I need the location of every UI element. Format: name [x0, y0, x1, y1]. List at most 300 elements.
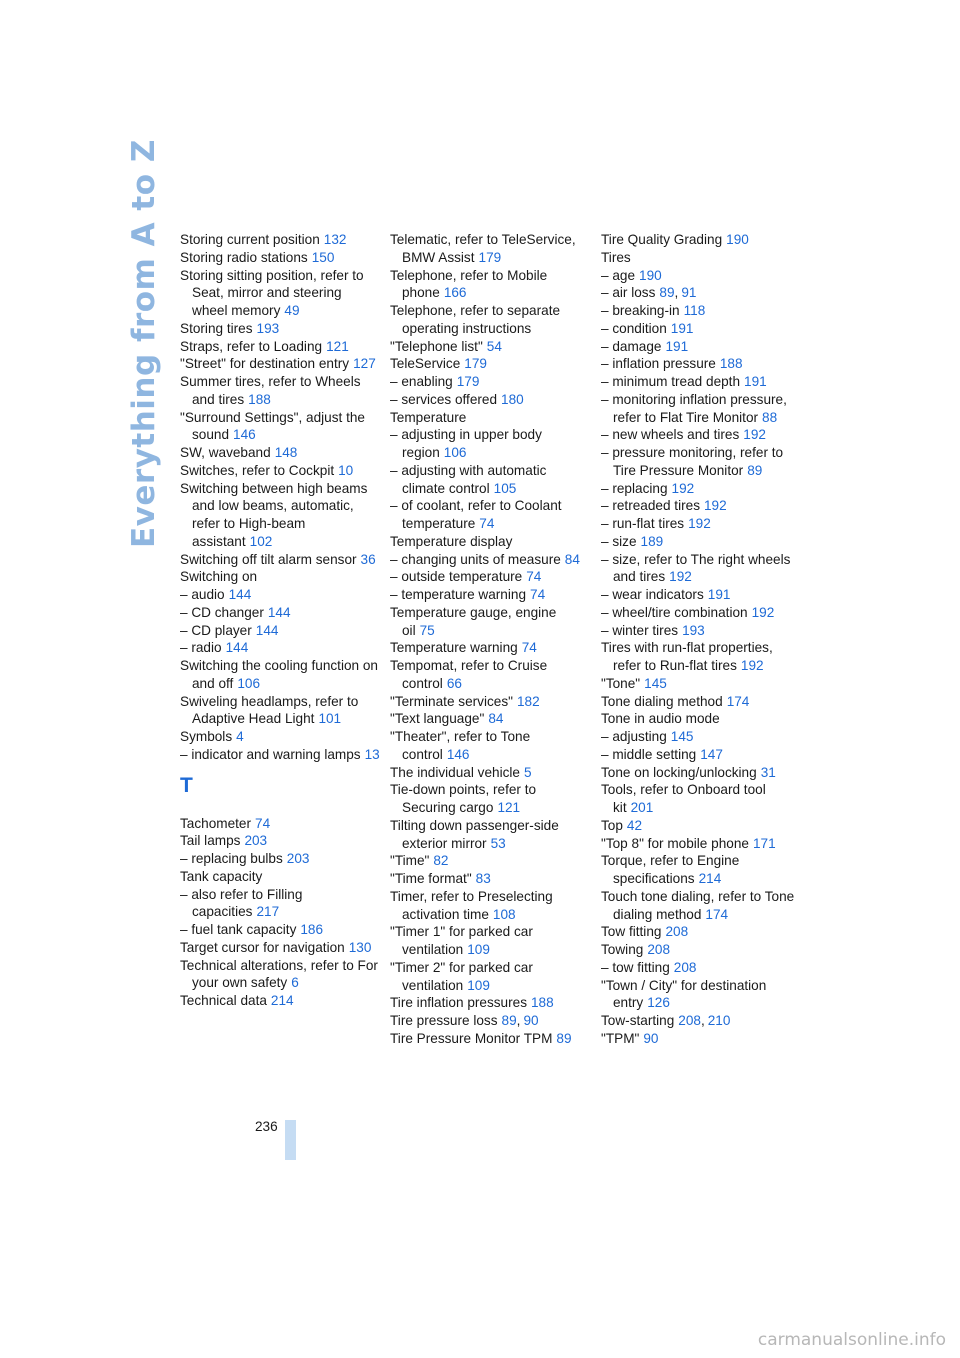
index-entry	[180, 832, 380, 850]
page-ref-link[interactable]: 74	[255, 815, 271, 831]
page-ref-link[interactable]: 192	[671, 480, 695, 496]
index-entry-text: – also refer to Filling capacities	[180, 886, 303, 920]
page-ref-link[interactable]: 74	[521, 640, 537, 656]
index-entry	[601, 923, 797, 941]
index-entry-text: Touch tone dialing, refer to Tone dialing method	[601, 888, 795, 922]
index-entry	[601, 622, 797, 640]
page-ref-link[interactable]: 53	[490, 835, 506, 851]
page-ref-link[interactable]: 174	[726, 693, 750, 709]
page-ref-link[interactable]: 179	[478, 249, 502, 265]
page-ref-link[interactable]: 148	[274, 445, 298, 460]
index-entry-text: Tone on locking/unlocking	[601, 764, 757, 780]
page-marker-bar	[285, 1120, 296, 1160]
index-entry-text: – monitoring inflation pressure, refer to Flat Tire Monitor	[601, 391, 787, 425]
index-entry-text: Target cursor for navigation	[180, 939, 345, 955]
page-ref-link[interactable]: 192	[740, 658, 764, 673]
index-entry-text: Telephone, refer to Mobile phone	[390, 267, 548, 301]
page-ref-link[interactable]: 214	[698, 871, 722, 886]
page-ref-link[interactable]: 90	[523, 1013, 539, 1028]
page-ref-link[interactable]: 192	[751, 604, 775, 620]
index-entry	[390, 568, 590, 586]
index-entry	[180, 992, 380, 1010]
index-entry-text: Tank capacity	[180, 868, 263, 884]
index-entry	[180, 939, 380, 957]
page-ref-link[interactable]: 118	[683, 303, 706, 318]
index-entry-text: Tire Quality Grading	[601, 232, 723, 247]
page-ref-link[interactable]: 74	[479, 516, 495, 531]
page-ref-link[interactable]: 150	[311, 249, 335, 265]
page-ref-link[interactable]: 84	[564, 551, 580, 567]
index-entry	[180, 921, 380, 939]
index-entry-text: "Time"	[390, 853, 430, 869]
page-ref-link[interactable]: 208	[678, 1013, 701, 1028]
page-ref-link[interactable]: 10	[338, 462, 354, 478]
index-entry-text: – size	[601, 533, 637, 549]
page-ref-link[interactable]: 130	[348, 939, 372, 955]
index-entry	[390, 533, 590, 551]
index-entry	[390, 923, 590, 959]
page-ref-link[interactable]: 174	[705, 906, 729, 922]
index-entry	[601, 426, 797, 444]
index-entry	[601, 728, 797, 746]
index-entry-text: Temperature display	[390, 533, 513, 549]
index-entry-text: "Theater", refer to Tone control	[390, 729, 531, 762]
page-ref-link[interactable]: 166	[443, 285, 467, 301]
index-entry-text: "Terminate services"	[390, 693, 513, 709]
index-entry-text: – tow fitting	[601, 959, 670, 975]
index-entry	[390, 959, 590, 995]
index-entry-text: – new wheels and tires	[601, 427, 740, 443]
index-entry	[601, 586, 797, 604]
index-entry	[180, 373, 380, 409]
index-entry	[601, 551, 797, 587]
page-ref-link[interactable]: 31	[760, 764, 776, 780]
index-entry	[390, 728, 590, 764]
index-entry-text: Tools, refer to Onboard tool kit	[601, 782, 766, 815]
page-ref-link[interactable]: 89	[556, 1030, 572, 1046]
index-entry	[390, 994, 590, 1012]
page-ref-link[interactable]: 192	[669, 569, 692, 585]
index-entry	[390, 355, 590, 373]
index-entry	[180, 444, 380, 462]
page-ref-separator: ,	[674, 285, 679, 301]
section-letter-heading: T	[180, 773, 193, 797]
index-entry	[601, 515, 797, 533]
page-ref-link[interactable]: 144	[228, 587, 252, 602]
index-entry-text: – replacing	[601, 480, 668, 496]
index-entry	[601, 284, 797, 302]
index-entry-text: – run-flat tires	[601, 516, 685, 531]
page-ref-link[interactable]: 121	[326, 338, 349, 354]
index-entry	[390, 693, 590, 711]
page-ref-link[interactable]: 66	[446, 675, 462, 691]
index-entry	[601, 852, 797, 888]
index-entry	[180, 267, 380, 320]
page-ref-link[interactable]: 89	[659, 285, 675, 301]
page-ref-link[interactable]: 49	[284, 303, 300, 318]
index-entry-text: Switches, refer to Cockpit	[180, 462, 335, 478]
index-entry	[601, 835, 797, 853]
page-ref-link[interactable]: 146	[233, 427, 256, 443]
page-ref-link[interactable]: 208	[665, 924, 689, 940]
page-ref-link[interactable]: 145	[670, 729, 694, 744]
index-entry	[390, 817, 590, 853]
index-entry	[180, 886, 380, 922]
page-ref-link[interactable]: 74	[530, 587, 546, 602]
index-entry	[601, 480, 797, 498]
index-entry	[180, 957, 380, 993]
page-ref-link[interactable]: 74	[526, 569, 542, 585]
index-entry-text: – breaking-in	[601, 303, 680, 318]
index-entry-text: Tempomat, refer to Cruise control	[390, 658, 548, 691]
index-entry-text: Tire pressure loss	[390, 1013, 498, 1028]
page-ref-link[interactable]: 82	[433, 853, 449, 869]
index-entry-text: "Timer 1" for parked car ventilation	[390, 924, 533, 957]
index-entry-text: – adjusting in upper body region	[390, 427, 542, 460]
index-entry	[601, 781, 797, 817]
index-entry	[180, 815, 380, 833]
page-ref-link[interactable]: 182	[516, 693, 540, 709]
index-entry	[390, 391, 590, 409]
index-entry-text: "Street" for destination entry	[180, 356, 350, 372]
index-entry	[601, 1030, 797, 1048]
index-entry-text: – pressure monitoring, refer to Tire Pressure Monitor	[601, 445, 784, 478]
index-entry-text: – retreaded tires	[601, 498, 700, 514]
index-entry-text: Symbols	[180, 729, 233, 744]
index-entry-text: Technical alterations, refer to For your own safety	[180, 957, 378, 991]
page-ref-link[interactable]: 89	[501, 1013, 517, 1028]
index-entry-text: – age	[601, 267, 636, 283]
index-entry-text: – temperature warning	[390, 587, 527, 602]
index-entry	[601, 320, 797, 338]
index-entry	[180, 639, 380, 657]
page-ref-link[interactable]: 145	[644, 675, 667, 691]
index-entry	[180, 586, 380, 604]
index-entry-text: Tachometer	[180, 815, 252, 831]
index-entry	[390, 338, 590, 356]
index-entry	[601, 604, 797, 622]
page-ref-link[interactable]: 36	[360, 551, 376, 567]
index-entry	[390, 302, 590, 338]
index-entry-text: – CD changer	[180, 604, 264, 620]
page-ref-separator: ,	[700, 1013, 705, 1028]
page-ref-link[interactable]: 188	[531, 995, 554, 1011]
index-entry-text: Tow fitting	[601, 924, 662, 940]
index-entry-text: – adjusting with automatic climate control	[390, 462, 547, 496]
index-entry	[601, 231, 797, 249]
index-entry-text: – indicator and warning lamps	[180, 746, 361, 762]
page-ref-link[interactable]: 193	[256, 320, 280, 336]
index-entry	[601, 746, 797, 764]
index-entry-text: Switching off tilt alarm sensor	[180, 551, 357, 567]
page-ref-link[interactable]: 132	[323, 232, 347, 247]
index-entry-text: Tow-starting	[601, 1013, 675, 1028]
page-number: 236	[255, 1119, 278, 1134]
index-entry	[390, 710, 590, 728]
index-entry	[180, 868, 380, 886]
page-ref-link[interactable]: 105	[493, 480, 517, 496]
page-ref-link[interactable]: 54	[486, 338, 502, 354]
index-entry-text: – fuel tank capacity	[180, 922, 297, 937]
index-entry-text: – services offered	[390, 391, 498, 407]
index-entry-text: – air loss	[601, 285, 656, 301]
index-entry-text: Storing radio stations	[180, 249, 308, 265]
index-entry-text: – condition	[601, 320, 667, 336]
index-entry	[601, 977, 797, 1013]
index-entry-text: – adjusting	[601, 729, 667, 744]
page-ref-link[interactable]: 188	[719, 356, 743, 372]
index-entry-text: Tire Pressure Monitor TPM	[390, 1030, 553, 1046]
page-ref-link[interactable]: 126	[647, 995, 670, 1011]
page-ref-link[interactable]: 146	[446, 746, 470, 762]
index-entry-text: Temperature warning	[390, 640, 518, 656]
page-ref-link[interactable]: 210	[707, 1013, 731, 1028]
index-entry	[390, 586, 590, 604]
page-ref-link[interactable]: 189	[640, 533, 664, 549]
page-ref-link[interactable]: 90	[643, 1030, 659, 1046]
index-entry-text: Tires with run-flat properties, refer to Run-flat tires	[601, 640, 773, 673]
index-entry-text: – winter tires	[601, 622, 679, 638]
page-ref-link[interactable]: 192	[743, 427, 766, 443]
page-ref-link[interactable]: 180	[501, 391, 524, 407]
page-ref-link[interactable]: 193	[682, 622, 705, 638]
page-ref-link[interactable]: 191	[707, 587, 731, 602]
page-ref-link[interactable]: 201	[630, 800, 654, 815]
page-ref-link[interactable]: 6	[291, 975, 299, 991]
page-ref-link[interactable]: 109	[467, 942, 490, 957]
index-entry	[390, 639, 590, 657]
index-entry-text: "Text language"	[390, 711, 485, 727]
page-ref-link[interactable]: 186	[300, 922, 324, 937]
index-entry	[180, 657, 380, 693]
index-entry	[180, 355, 380, 373]
index-entry-text: – middle setting	[601, 746, 697, 762]
index-entry	[390, 497, 590, 533]
index-entry-text: Top	[601, 817, 623, 833]
index-entry	[180, 693, 380, 729]
index-entry-text: Temperature	[390, 409, 467, 425]
index-entry	[180, 551, 380, 569]
page-ref-link[interactable]: 91	[681, 285, 697, 301]
index-entry	[180, 728, 380, 746]
page-ref-link[interactable]: 13	[364, 746, 380, 762]
index-entry	[180, 480, 380, 551]
index-entry	[390, 426, 590, 462]
index-column-3	[601, 231, 797, 1048]
index-entry-text: – replacing bulbs	[180, 851, 283, 866]
index-entry-text: Summer tires, refer to Wheels and tires	[180, 374, 361, 407]
index-entry-text: The individual vehicle	[390, 764, 520, 780]
index-entry-text: "Tone"	[601, 675, 641, 691]
watermark: carmanualsonline.info	[757, 1330, 946, 1350]
index-entry-text: Tail lamps	[180, 833, 241, 849]
index-entry-text: Telephone, refer to separate operating instructions	[390, 303, 561, 336]
page-ref-link[interactable]: 75	[419, 622, 435, 638]
index-entry	[390, 1012, 590, 1030]
index-entry-text: Straps, refer to Loading	[180, 338, 323, 354]
index-entry	[601, 338, 797, 356]
index-entry-text: Tone dialing method	[601, 693, 723, 709]
index-entry-text: SW, waveband	[180, 445, 271, 460]
index-entry	[180, 568, 380, 586]
index-entry	[180, 462, 380, 480]
index-entry	[601, 764, 797, 782]
page-ref-link[interactable]: 42	[626, 817, 643, 833]
index-entry	[390, 870, 590, 888]
index-entry	[180, 231, 380, 249]
index-entry	[601, 639, 797, 675]
index-entry-text: – of coolant, refer to Coolant temperature	[390, 498, 562, 531]
index-entry-text: Towing	[601, 942, 644, 957]
page-ref-link[interactable]: 179	[464, 356, 487, 372]
page-ref-link[interactable]: 106	[443, 445, 467, 460]
page-ref-link[interactable]: 109	[467, 977, 490, 993]
index-entry	[601, 817, 797, 835]
index-entry	[601, 941, 797, 959]
page-ref-link[interactable]: 190	[639, 267, 662, 283]
index-entry	[390, 409, 590, 427]
page-ref-link[interactable]: 192	[688, 516, 711, 531]
page-ref-link[interactable]: 5	[523, 764, 532, 780]
index-entry-text: "Timer 2" for parked car ventilation	[390, 959, 533, 993]
index-entry-text: Timer, refer to Preselecting activation time	[390, 888, 553, 922]
index-entry-text: – wear indicators	[601, 587, 704, 602]
index-entry-text: Torque, refer to Engine specifications	[601, 853, 740, 886]
page-ref-link[interactable]: 191	[670, 320, 694, 336]
index-entry	[601, 497, 797, 515]
index-entry-text: Switching between high beams and low beams, automatic, refer to High-beam assistant	[180, 480, 368, 549]
index-entry	[390, 551, 590, 569]
index-entry	[601, 888, 797, 924]
index-entry	[180, 850, 380, 868]
index-entry	[180, 622, 380, 640]
index-entry-text: – damage	[601, 338, 662, 354]
index-entry	[390, 1030, 590, 1048]
index-entry	[390, 852, 590, 870]
index-entry	[390, 888, 590, 924]
index-entry-text: Switching the cooling function on and off	[180, 658, 378, 691]
page-ref-link[interactable]: 144	[225, 640, 249, 656]
index-entry-text: Technical data	[180, 993, 267, 1008]
page-ref-link[interactable]: 179	[456, 374, 480, 389]
page-ref-link[interactable]: 144	[267, 604, 291, 620]
index-entry-text: – wheel/tire combination	[601, 604, 748, 620]
index-entry	[601, 249, 797, 267]
index-entry-text: – CD player	[180, 622, 252, 638]
page-ref-link[interactable]: 102	[249, 533, 273, 549]
index-entry-text: Switching on	[180, 569, 258, 585]
index-entry-text: TeleService	[390, 356, 461, 372]
page-ref-link[interactable]: 217	[256, 904, 280, 920]
index-entry	[390, 231, 590, 267]
index-entry-text: "Top 8" for mobile phone	[601, 835, 749, 851]
index-entry	[601, 373, 797, 391]
index-entry	[601, 1012, 797, 1030]
index-entry-text: Telematic, refer to TeleService, BMW Assist	[390, 232, 576, 265]
page-ref-link[interactable]: 101	[318, 711, 342, 727]
index-entry-text: – minimum tread depth	[601, 374, 741, 389]
page-ref-link[interactable]: 208	[647, 942, 671, 957]
page-ref-link[interactable]: 188	[248, 391, 271, 407]
page-ref-link[interactable]: 127	[353, 356, 376, 372]
page-ref-link[interactable]: 208	[673, 959, 697, 975]
page-ref-link[interactable]: 144	[255, 622, 279, 638]
index-entry-text: "Telephone list"	[390, 338, 483, 354]
page-ref-link[interactable]: 106	[237, 675, 261, 691]
index-entry-text: – size, refer to The right wheels and tires	[601, 551, 791, 585]
index-entry	[601, 302, 797, 320]
page-ref-link[interactable]: 84	[488, 711, 504, 727]
index-entry-text: Tire inflation pressures	[390, 995, 527, 1011]
index-entry-text: "Surround Settings", adjust the sound	[180, 409, 365, 443]
index-entry	[390, 462, 590, 498]
index-entry-text: Temperature gauge, engine oil	[390, 604, 557, 638]
index-entry-text: Tone in audio mode	[601, 711, 720, 727]
index-entry	[601, 391, 797, 427]
index-entry	[390, 657, 590, 693]
index-entry-text: "Town / City" for destination entry	[601, 977, 767, 1011]
index-entry-text: Storing current position	[180, 232, 320, 247]
page-ref-link[interactable]: 147	[700, 746, 723, 762]
index-entry	[601, 693, 797, 711]
index-entry	[390, 373, 590, 391]
index-entry	[180, 338, 380, 356]
index-entry	[390, 604, 590, 640]
page-ref-link[interactable]: 214	[270, 993, 294, 1008]
index-entry-text: – audio	[180, 587, 225, 602]
index-entry	[601, 355, 797, 373]
page-ref-link[interactable]: 4	[236, 729, 244, 744]
page-ref-link[interactable]: 88	[762, 409, 778, 425]
index-entry-text: – inflation pressure	[601, 356, 716, 372]
page-ref-link[interactable]: 121	[497, 800, 521, 815]
index-entry-text: Storing sitting position, refer to Seat, mirror and steering wheel memory	[180, 267, 364, 318]
index-entry-text: "TPM"	[601, 1030, 640, 1046]
index-entry-text: Tilting down passenger-side exterior mirror	[390, 817, 559, 851]
page-ref-link[interactable]: 191	[665, 338, 689, 354]
page-ref-link[interactable]: 190	[726, 232, 749, 247]
index-entry-text: Tires	[601, 249, 631, 265]
index-entry	[180, 746, 380, 764]
index-entry	[180, 604, 380, 622]
index-entry-text: "Time format"	[390, 871, 472, 886]
index-entry	[601, 710, 797, 728]
index-entry	[601, 959, 797, 977]
index-entry-text: – enabling	[390, 374, 453, 389]
page-ref-link[interactable]: 89	[747, 462, 763, 478]
index-entry	[601, 444, 797, 480]
index-entry	[390, 781, 590, 817]
page-ref-link[interactable]: 171	[752, 835, 776, 851]
index-entry-text: Tie-down points, refer to Securing cargo	[390, 782, 537, 815]
index-entry	[180, 320, 380, 338]
index-entry	[601, 675, 797, 693]
page-ref-separator: ,	[516, 1013, 521, 1028]
index-column-1	[180, 231, 380, 1010]
index-entry	[601, 267, 797, 285]
page-ref-link[interactable]: 108	[492, 906, 516, 922]
page-ref-link[interactable]: 83	[475, 871, 491, 886]
index-entry-text: – outside temperature	[390, 569, 523, 585]
index-entry-text: – changing units of measure	[390, 551, 561, 567]
index-entry	[601, 533, 797, 551]
page-ref-link[interactable]: 192	[704, 498, 727, 514]
index-entry-text: Swiveling headlamps, refer to Adaptive Head Light	[180, 693, 359, 727]
index-column-2	[390, 231, 590, 1048]
page-ref-link[interactable]: 203	[244, 833, 268, 849]
page-ref-link[interactable]: 203	[286, 851, 310, 866]
page-ref-link[interactable]: 191	[744, 374, 767, 389]
